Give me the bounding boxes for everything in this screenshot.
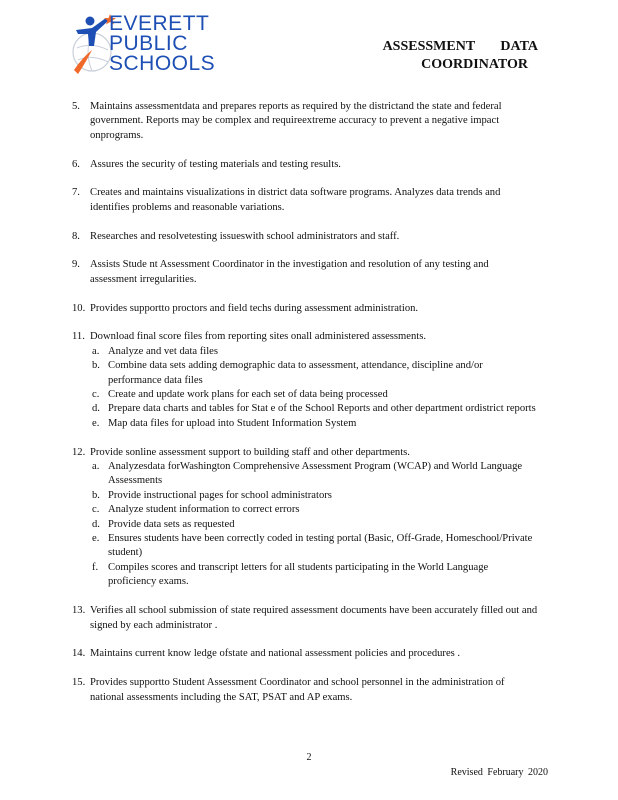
subitem-text: Analyze and vet data files	[108, 345, 219, 357]
subitem-letter: e.	[92, 533, 100, 545]
duty-item	[72, 186, 538, 215]
subitem-text: Map data files for upload into Student Information System	[108, 417, 357, 429]
page-number: 2	[306, 752, 312, 763]
duty-number: 5.	[72, 101, 80, 112]
title-line-2: COORDINATOR	[421, 57, 528, 72]
duty-text: Assists Stude nt Assessment Coordinator in the investigation and resolution of any testing and assessment irregularities.	[90, 259, 489, 285]
duty-number: 14.	[72, 648, 86, 660]
duty-subitem	[90, 489, 538, 503]
duty-number: 7.	[72, 187, 80, 199]
duty-item	[72, 676, 538, 705]
duty-subitem	[90, 518, 538, 532]
duty-item	[72, 604, 538, 633]
document-title	[383, 38, 538, 74]
duty-number: 13.	[72, 605, 86, 617]
logo-line-1: EVERETT	[109, 12, 210, 35]
subitem-letter: e.	[92, 417, 100, 429]
duty-text: Provides supportto proctors and field techs during assessment administration.	[90, 302, 419, 314]
duty-text: Download final score files from reporting sites onall administered assessments.	[90, 331, 426, 343]
subitem-letter: f.	[92, 561, 99, 573]
duty-item	[72, 230, 538, 244]
duty-subitem	[90, 345, 538, 359]
subitem-letter: d.	[92, 403, 100, 415]
duty-text: Verifies all school submission of state required assessment documents have been accurately filled out and signed by each administrator .	[90, 605, 538, 631]
subitem-letter: c.	[92, 389, 100, 401]
duty-text: Maintains current know ledge ofstate and national assessment policies and procedures .	[90, 648, 461, 660]
duty-text: Creates and maintains visualizations in district data software programs. Analyzes data trends and identifies problems and reasonable variations.	[90, 187, 501, 213]
duty-number: 12.	[72, 446, 86, 458]
duty-text: Researches and resolvetesting issueswith school administrators and staff.	[90, 230, 400, 242]
subitem-letter: c.	[92, 504, 100, 516]
subitem-text: Combine data sets adding demographic data to assessment, attendance, discipline and/or performance data files	[108, 360, 483, 386]
duty-sublist	[72, 460, 538, 590]
duty-text: Provides supportto Student Assessment Coordinator and school personnel in the administration of national assessments including the SAT, PSAT and AP exams.	[90, 677, 505, 703]
duty-item	[72, 258, 538, 287]
title-line-1: ASSESSMENT DATA	[382, 39, 538, 54]
duty-subitem	[90, 388, 538, 402]
duty-subitem	[90, 561, 538, 590]
duty-subitem	[90, 503, 538, 517]
duty-item	[72, 302, 538, 316]
logo-line-2: PUBLIC	[109, 32, 188, 55]
everett-public-schools-logo	[72, 12, 242, 82]
logo-line-3: SCHOOLS	[109, 52, 216, 75]
duty-number: 11.	[72, 331, 85, 343]
duty-number: 9.	[72, 259, 80, 271]
duty-subitem	[90, 532, 538, 561]
subitem-text: Provide instructional pages for school administrators	[108, 489, 332, 501]
subitem-text: Ensures students have been correctly coded in testing portal (Basic, Off-Grade, Homeschool/Private student)	[108, 533, 533, 559]
subitem-text: Create and update work plans for each set of data being processed	[108, 389, 388, 401]
logo-wordmark	[109, 14, 215, 74]
duty-text: Assures the security of testing materials and testing results.	[90, 158, 341, 170]
duty-number: 8.	[72, 230, 80, 242]
subitem-letter: a.	[92, 345, 100, 357]
subitem-text: Compiles scores and transcript letters for all students participating in the World Language proficiency exams.	[108, 561, 489, 588]
duty-subitem	[90, 359, 538, 388]
duty-number: 10.	[72, 302, 86, 314]
duty-number: 6.	[72, 158, 80, 170]
subitem-letter: d.	[92, 518, 100, 530]
duty-item	[72, 446, 538, 590]
duty-item	[72, 158, 538, 172]
duty-subitem	[90, 417, 538, 431]
subitem-letter: b.	[92, 360, 100, 372]
subitem-text: Prepare data charts and tables for Stat e of the School Reports and other department ordistrict reports	[108, 403, 536, 415]
subitem-letter: a.	[92, 461, 100, 473]
subitem-text: Provide data sets as requested	[108, 518, 235, 530]
subitem-text: Analyzesdata forWashington Comprehensive Assessment Program (WCAP) and World Language Assessments	[108, 461, 523, 487]
duties-list	[72, 100, 538, 719]
subitem-letter: b.	[92, 489, 100, 501]
revision-date: Revised February 2020	[450, 767, 548, 778]
duty-text: Maintains assessmentdata and prepares reports as required by the districtand the state and federal government. Reports may be complex and requireextreme accuracy to prevent a negative impact onprograms.	[90, 101, 502, 141]
duty-item	[72, 330, 538, 431]
duty-sublist	[72, 345, 538, 431]
subitem-text: Analyze student information to correct errors	[108, 504, 300, 516]
duty-text: Provide sonline assessment support to building staff and other departments.	[90, 446, 410, 458]
duty-number: 15.	[72, 677, 86, 689]
duty-subitem	[90, 402, 538, 416]
duty-item	[72, 100, 538, 143]
duty-item	[72, 647, 538, 661]
duty-subitem	[90, 460, 538, 489]
